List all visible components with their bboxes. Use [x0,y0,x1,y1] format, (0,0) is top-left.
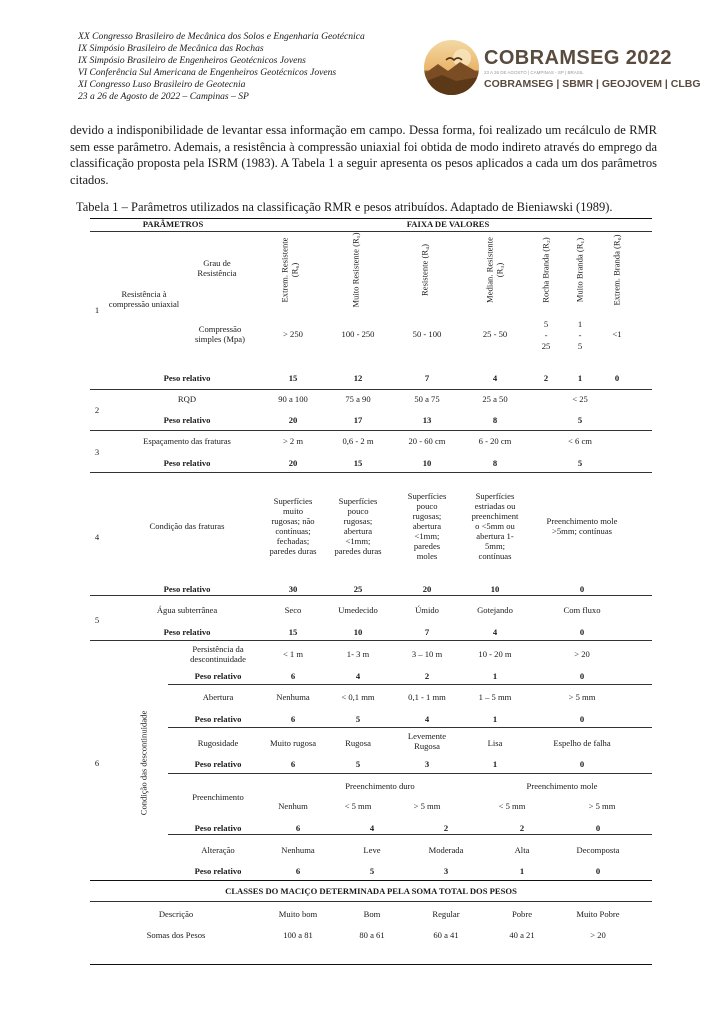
table-rule [90,640,652,641]
range-value: Com fluxo [563,605,601,615]
peso-relativo-label: Peso relativo [194,714,242,724]
range-value: Nenhum [278,801,308,811]
class-r5: Muito Resistente (R₅) [350,232,361,308]
peso-relativo-label: Peso relativo [163,373,211,383]
peso-value: 8 [492,458,498,468]
range-value: 5 [543,319,549,329]
param4-label: Condição das fraturas [149,521,225,531]
peso-value: 20 [288,415,298,425]
peso-value: 5 [355,759,361,769]
peso-value: 3 [443,866,449,876]
table-rule [90,430,652,431]
peso-value: 0 [595,866,601,876]
peso-value: 17 [353,415,363,425]
logo-tagline: 23 A 26 DE AGOSTO | CAMPINAS - SP | BRASIL [484,70,584,75]
cell-line: paredes [413,541,441,551]
preenchimento-label: Preenchimento [192,792,244,802]
logo-title: COBRAMSEG 2022 [484,47,672,69]
peso-value: 1 [492,671,498,681]
peso-value: 5 [577,415,583,425]
compressao-label: Compressão simples (Mpa) [195,324,245,344]
range-value: Seco [284,605,302,615]
header-line: XI Congresso Luso Brasileiro de Geotecnia [78,79,246,91]
table-caption: Tabela 1 – Parâmetros utilizados na classificação RMR e pesos atribuídos. Adaptado de Bieniawski (1989). [76,200,613,214]
table-rule [168,684,652,685]
range-value: > 2 m [282,436,304,446]
logo-subtitle: COBRAMSEG | SBMR | GEOJOVEM | CLBG [484,78,701,90]
cell-line: rugosas; não [271,516,315,526]
peso-value: 20 [422,584,432,594]
range-value: 5 [577,341,583,351]
param-number: 3 [94,447,100,457]
range-value: 0,6 - 2 m [342,436,374,446]
cell-line: muito [282,506,304,516]
peso-relativo-label: Peso relativo [163,584,211,594]
cell-line: preenchiment [471,511,519,521]
logo-emblem-icon [424,40,479,95]
cell-line: rugosas; [343,516,373,526]
range-value: 1- 3 m [346,649,370,659]
alteracao-label: Alteração [201,845,235,855]
range-value: Gotejando [477,605,513,615]
peso-value: 6 [295,823,301,833]
cell-line: Rugosa [414,741,440,751]
peso-value: 1 [577,373,583,383]
peso-value: 0 [579,671,585,681]
class-description: Bom [363,909,381,919]
peso-relativo-label: Peso relativo [194,759,242,769]
cell-line: <1mm; [345,536,371,546]
rugosidade-label: Rugosidade [197,738,239,748]
range-value: 25 a 50 [482,394,508,404]
class-r0: Extrem. Branda (R₀) [611,234,622,306]
peso-relativo-label: Peso relativo [163,415,211,425]
param-number: 4 [94,532,100,542]
cell-line: <1mm; [414,531,440,541]
cell-line: moles [416,551,438,561]
peso-value: 6 [290,714,296,724]
cell-line: pouco [416,501,438,511]
range-value: 25 - 50 [482,329,508,339]
descricao-label: Descrição [158,909,194,919]
table-rule [90,389,652,390]
peso-value: 6 [295,866,301,876]
cell-line: >5mm; contínuas [552,526,612,536]
range-value: > 5 mm [588,801,616,811]
class-sum-range: 40 a 21 [509,930,535,940]
peso-value: 2 [443,823,449,833]
cell-line: rugosas; [412,511,442,521]
range-value: 1 – 5 mm [478,692,512,702]
range-value: 10 - 20 m [478,649,512,659]
cell-line: Preenchimento mole [546,516,618,526]
fracture-condition-cell [269,496,316,556]
range-value: Muito rugosa [269,738,317,748]
peso-value: 15 [353,458,363,468]
class-sum-range: 60 a 41 [433,930,459,940]
peso-value: 1 [519,866,525,876]
cell-line: abertura 1- [476,531,514,541]
table-rule [90,472,652,473]
peso-value: 0 [579,759,585,769]
cell-line: 5mm; [484,541,506,551]
peso-value: 7 [424,373,430,383]
classes-title: CLASSES DO MACIÇO DETERMINADA PELA SOMA TOTAL DOS PESOS [225,886,517,896]
peso-relativo-label: Peso relativo [194,671,242,681]
param-number: 2 [94,405,100,415]
cell-line: contínuas [478,551,512,561]
header-line: XX Congresso Brasileiro de Mecânica dos Solos e Engenharia Geotécnica [78,31,365,42]
levemente-rugosa-cell [408,731,446,751]
cell-line: Superfícies [407,491,447,501]
param-number: 5 [94,615,100,625]
class-sum-range: 80 a 61 [359,930,385,940]
range-value: 25 [541,341,551,351]
class-sum-range: > 20 [590,930,606,940]
param1-label: Resistência à compressão uniaxial [108,289,180,309]
preenchimento-duro-header: Preenchimento duro [345,781,415,791]
class-r6: Extrem. Resistente (R₆) [279,237,299,303]
range-value: < 25 [572,394,588,404]
peso-relativo-label: Peso relativo [194,823,242,833]
param-number: 1 [94,305,100,315]
class-description: Muito bom [278,909,318,919]
peso-value: 0 [595,823,601,833]
range-value: Nenhuma [276,692,310,702]
grau-resistencia-label: Grau de Resistência [197,258,237,278]
range-value: Leve [363,845,381,855]
range-value: Decomposta [576,845,620,855]
range-value: Nenhuma [281,845,315,855]
param5-label: Água subterrânea [156,605,218,615]
range-value: < 0,1 mm [341,692,375,702]
cell-line: paredes duras [269,546,317,556]
persistencia-label [190,644,246,664]
peso-value: 20 [288,458,298,468]
param3-label: Espaçamento das fraturas [143,436,231,446]
peso-value: 2 [424,671,430,681]
range-value: > 5 mm [413,801,441,811]
range-value: 3 – 10 m [411,649,443,659]
param-number: 6 [94,758,100,768]
range-value: 50 - 100 [412,329,442,339]
range-value: 0,1 - 1 mm [408,692,446,702]
range-value: < 6 cm [568,436,592,446]
range-value: Rugosa [345,738,371,748]
cell-line: paredes duras [334,546,382,556]
param2-label: RQD [177,394,197,404]
table-rule [90,880,652,881]
range-value: > 250 [283,329,303,339]
peso-value: 2 [519,823,525,833]
peso-value: 13 [422,415,432,425]
range-value: Espelho de falha [553,738,611,748]
peso-value: 6 [290,759,296,769]
peso-value: 5 [355,714,361,724]
class-description: Pobre [511,909,533,919]
range-value: 90 a 100 [278,394,308,404]
cell-line: Superfícies [338,496,378,506]
class-sum-range: 100 a 81 [283,930,313,940]
range-value: < 5 mm [498,801,526,811]
class-r1: Muito Branda (R₁) [574,237,585,303]
peso-value: 5 [369,866,375,876]
peso-value: 4 [492,373,498,383]
congress-header [78,31,365,104]
range-value: 20 - 60 cm [408,436,446,446]
peso-value: 7 [424,627,430,637]
class-description: Muito Pobre [576,909,620,919]
cell-line: fechadas; [276,536,310,546]
range-value: < 1 m [282,649,304,659]
cell-line: o <5mm ou [475,521,515,531]
range-value: 100 - 250 [341,329,375,339]
range-value: > 20 [574,649,590,659]
class-r4: Resistente (R₄) [419,244,430,296]
header-line: VI Conferência Sul Americana de Engenheiros Geotécnicos Jovens [78,67,337,79]
table-bottom-rule [90,964,652,965]
cell-line: Superfícies [475,491,515,501]
peso-value: 15 [288,373,298,383]
peso-value: 0 [579,714,585,724]
somas-label: Somas dos Pesos [146,930,206,940]
peso-value: 12 [353,373,363,383]
cell-line: pouco [347,506,369,516]
peso-relativo-label: Peso relativo [163,627,211,637]
range-value: Alta [514,845,530,855]
range-value: - [578,330,582,340]
cell-line: Superfícies [273,496,313,506]
peso-value: 0 [579,627,585,637]
class-r3: Median. Resistente (R₃) [484,237,504,303]
table-rule [90,231,652,232]
header-line: IX Simpósio Brasileiro de Engenheiros Geotécnicos Jovens [78,55,306,67]
table-rule [90,595,652,596]
peso-value: 0 [579,584,585,594]
peso-value: 4 [369,823,375,833]
range-value: 6 - 20 cm [478,436,512,446]
abertura-label: Abertura [202,692,234,702]
cell-line: Levemente [407,731,447,741]
peso-value: 4 [424,714,430,724]
cobramseg-logo [424,40,701,98]
header-parametros: PARÂMETROS [142,219,204,229]
peso-value: 3 [424,759,430,769]
peso-value: 8 [492,415,498,425]
table-rule [168,773,652,774]
range-value: > 5 mm [568,692,596,702]
header-faixa-valores: FAIXA DE VALORES [406,219,490,229]
fracture-condition-cell [547,516,618,536]
rmr-table [90,218,652,966]
peso-relativo-label: Peso relativo [163,458,211,468]
range-value: Lisa [487,738,503,748]
peso-value: 25 [353,584,363,594]
fracture-condition-cell [334,496,381,556]
class-r2: Rocha Branda (R₂) [540,237,551,303]
table-rule [90,901,652,902]
cell-line: estriadas ou [474,501,516,511]
table-rule [168,727,652,728]
peso-value: 0 [614,373,620,383]
range-value: Úmido [415,605,439,615]
header-line: 23 a 26 de Agosto de 2022 – Campinas – SP [78,91,249,103]
peso-value: 4 [355,671,361,681]
range-value: Umedecido [338,605,378,615]
fracture-condition-cell [408,491,447,561]
range-value: < 5 mm [344,801,372,811]
peso-value: 15 [288,627,298,637]
peso-value: 10 [422,458,432,468]
peso-value: 10 [353,627,363,637]
preenchimento-mole-header: Preenchimento mole [526,781,598,791]
range-value: 50 a 75 [414,394,440,404]
range-value: 1 [577,319,583,329]
fracture-condition-cell [472,491,519,561]
range-value: - [544,330,548,340]
cell-line: abertura [343,526,373,536]
peso-value: 2 [543,373,549,383]
range-value: Moderada [428,845,464,855]
peso-value: 6 [290,671,296,681]
peso-value: 1 [492,714,498,724]
range-value: 75 a 90 [345,394,371,404]
cell-line: descontinuidade [190,654,246,664]
range-value: <1 [612,329,622,339]
peso-value: 10 [490,584,500,594]
param6-vertical-label: Condição das descontinuidade [138,710,149,816]
class-description: Regular [432,909,460,919]
peso-value: 4 [492,627,498,637]
peso-relativo-label: Peso relativo [194,866,242,876]
header-line: IX Simpósio Brasileiro de Mecânica das Rochas [78,43,264,55]
body-paragraph: devido a indisponibilidade de levantar essa informação em campo. Dessa forma, foi realizado um recálculo de RMR sem esse parâmetro. Ademais, a resistência à compressão uniaxial foi obtida de modo indireto através do emprego da classificação proposta pela ISRM (1983). A Tabela 1 a seguir apresenta os pesos aplicados a cada um dos parâmetros citados. [70,123,657,187]
peso-value: 5 [577,458,583,468]
cell-line: contínuas; [275,526,311,536]
cell-line: Persistência da [192,644,244,654]
peso-value: 1 [492,759,498,769]
cell-line: abertura [412,521,442,531]
peso-value: 30 [288,584,298,594]
table-rule [168,834,652,835]
